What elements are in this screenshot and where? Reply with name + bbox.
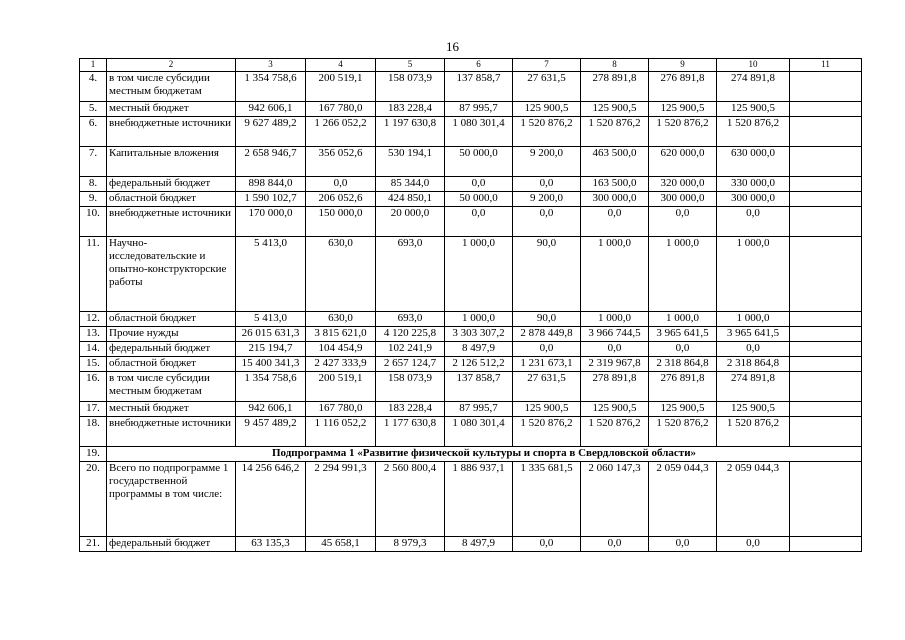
value-cell: 1 266 052,2 xyxy=(306,117,376,147)
value-cell: 8 497,9 xyxy=(445,342,513,357)
column-number-cell: 2 xyxy=(107,59,236,72)
value-cell: 63 135,3 xyxy=(236,537,306,552)
value-cell: 87 995,7 xyxy=(445,102,513,117)
column-number-cell: 11 xyxy=(790,59,862,72)
row-number: 5. xyxy=(80,102,107,117)
value-cell: 276 891,8 xyxy=(649,72,717,102)
value-cell: 274 891,8 xyxy=(717,372,790,402)
row-number: 11. xyxy=(80,237,107,312)
page-number: 16 xyxy=(446,39,459,54)
value-cell: 27 631,5 xyxy=(513,372,581,402)
value-cell: 26 015 631,3 xyxy=(236,327,306,342)
empty-cell xyxy=(790,462,862,537)
value-cell: 942 606,1 xyxy=(236,102,306,117)
value-cell: 90,0 xyxy=(513,237,581,312)
table-row xyxy=(80,207,862,237)
row-number: 16. xyxy=(80,372,107,402)
row-label: федеральный бюджет xyxy=(107,537,236,552)
table-body xyxy=(80,59,862,552)
value-cell: 9 627 489,2 xyxy=(236,117,306,147)
empty-cell xyxy=(790,402,862,417)
value-cell: 0,0 xyxy=(649,342,717,357)
value-cell: 125 900,5 xyxy=(717,102,790,117)
table-row xyxy=(80,357,862,372)
value-cell: 3 965 641,5 xyxy=(717,327,790,342)
value-cell: 0,0 xyxy=(513,537,581,552)
value-cell: 276 891,8 xyxy=(649,372,717,402)
value-cell: 620 000,0 xyxy=(649,147,717,177)
value-cell: 9 200,0 xyxy=(513,147,581,177)
table-row xyxy=(80,402,862,417)
table-row xyxy=(80,312,862,327)
value-cell: 3 815 621,0 xyxy=(306,327,376,342)
value-cell: 45 658,1 xyxy=(306,537,376,552)
table-row xyxy=(80,342,862,357)
value-cell: 215 194,7 xyxy=(236,342,306,357)
row-label: областной бюджет xyxy=(107,312,236,327)
row-label: Всего по подпрограмме 1 государственной программы в том числе: xyxy=(107,462,236,537)
column-number-cell: 3 xyxy=(236,59,306,72)
value-cell: 5 413,0 xyxy=(236,312,306,327)
row-number: 13. xyxy=(80,327,107,342)
value-cell: 1 354 758,6 xyxy=(236,372,306,402)
empty-cell xyxy=(790,237,862,312)
value-cell: 0,0 xyxy=(717,537,790,552)
value-cell: 2 658 946,7 xyxy=(236,147,306,177)
value-cell: 125 900,5 xyxy=(513,402,581,417)
value-cell: 2 294 991,3 xyxy=(306,462,376,537)
value-cell: 693,0 xyxy=(376,312,445,327)
value-cell: 0,0 xyxy=(717,342,790,357)
row-number: 8. xyxy=(80,177,107,192)
value-cell: 1 886 937,1 xyxy=(445,462,513,537)
value-cell: 5 413,0 xyxy=(236,237,306,312)
table-row xyxy=(80,462,862,537)
value-cell: 1 080 301,4 xyxy=(445,117,513,147)
row-label: Научно-исследовательские и опытно-конструкторские работы xyxy=(107,237,236,312)
value-cell: 137 858,7 xyxy=(445,72,513,102)
value-cell: 137 858,7 xyxy=(445,372,513,402)
value-cell: 8 497,9 xyxy=(445,537,513,552)
value-cell: 158 073,9 xyxy=(376,72,445,102)
row-label: областной бюджет xyxy=(107,192,236,207)
row-number: 7. xyxy=(80,147,107,177)
budget-table xyxy=(79,58,862,552)
table-row xyxy=(80,327,862,342)
value-cell: 1 520 876,2 xyxy=(717,417,790,447)
value-cell: 1 231 673,1 xyxy=(513,357,581,372)
value-cell: 183 228,4 xyxy=(376,102,445,117)
value-cell: 2 318 864,8 xyxy=(717,357,790,372)
value-cell: 356 052,6 xyxy=(306,147,376,177)
row-label: областной бюджет xyxy=(107,357,236,372)
column-number-cell: 9 xyxy=(649,59,717,72)
value-cell: 50 000,0 xyxy=(445,192,513,207)
value-cell: 104 454,9 xyxy=(306,342,376,357)
value-cell: 1 520 876,2 xyxy=(581,117,649,147)
column-number-cell: 4 xyxy=(306,59,376,72)
value-cell: 2 427 333,9 xyxy=(306,357,376,372)
value-cell: 20 000,0 xyxy=(376,207,445,237)
table-row xyxy=(80,147,862,177)
value-cell: 278 891,8 xyxy=(581,372,649,402)
section-row xyxy=(80,447,862,462)
value-cell: 1 080 301,4 xyxy=(445,417,513,447)
value-cell: 1 520 876,2 xyxy=(513,417,581,447)
value-cell: 424 850,1 xyxy=(376,192,445,207)
table-row xyxy=(80,372,862,402)
value-cell: 200 519,1 xyxy=(306,372,376,402)
value-cell: 1 000,0 xyxy=(581,237,649,312)
value-cell: 9 457 489,2 xyxy=(236,417,306,447)
value-cell: 1 000,0 xyxy=(649,237,717,312)
value-cell: 898 844,0 xyxy=(236,177,306,192)
row-label: в том числе субсидии местным бюджетам xyxy=(107,372,236,402)
value-cell: 0,0 xyxy=(581,207,649,237)
value-cell: 2 059 044,3 xyxy=(649,462,717,537)
value-cell: 0,0 xyxy=(581,537,649,552)
value-cell: 1 520 876,2 xyxy=(649,117,717,147)
empty-cell xyxy=(790,417,862,447)
value-cell: 0,0 xyxy=(513,177,581,192)
value-cell: 2 318 864,8 xyxy=(649,357,717,372)
row-number: 4. xyxy=(80,72,107,102)
value-cell: 125 900,5 xyxy=(513,102,581,117)
column-number-cell: 8 xyxy=(581,59,649,72)
table-row xyxy=(80,102,862,117)
column-number-cell: 10 xyxy=(717,59,790,72)
row-number: 10. xyxy=(80,207,107,237)
empty-cell xyxy=(790,177,862,192)
value-cell: 87 995,7 xyxy=(445,402,513,417)
value-cell: 1 197 630,8 xyxy=(376,117,445,147)
value-cell: 2 319 967,8 xyxy=(581,357,649,372)
value-cell: 0,0 xyxy=(306,177,376,192)
row-number: 19. xyxy=(80,447,107,462)
value-cell: 8 979,3 xyxy=(376,537,445,552)
table-row xyxy=(80,192,862,207)
value-cell: 1 520 876,2 xyxy=(717,117,790,147)
empty-cell xyxy=(790,72,862,102)
value-cell: 125 900,5 xyxy=(717,402,790,417)
value-cell: 274 891,8 xyxy=(717,72,790,102)
row-number: 17. xyxy=(80,402,107,417)
row-label: федеральный бюджет xyxy=(107,342,236,357)
row-number: 9. xyxy=(80,192,107,207)
empty-cell xyxy=(790,537,862,552)
row-label: местный бюджет xyxy=(107,102,236,117)
row-number: 12. xyxy=(80,312,107,327)
value-cell: 167 780,0 xyxy=(306,402,376,417)
empty-cell xyxy=(790,357,862,372)
value-cell: 630 000,0 xyxy=(717,147,790,177)
value-cell: 90,0 xyxy=(513,312,581,327)
empty-cell xyxy=(790,117,862,147)
row-label: Капитальные вложения xyxy=(107,147,236,177)
value-cell: 278 891,8 xyxy=(581,72,649,102)
empty-cell xyxy=(790,372,862,402)
value-cell: 2 060 147,3 xyxy=(581,462,649,537)
empty-cell xyxy=(790,192,862,207)
value-cell: 1 590 102,7 xyxy=(236,192,306,207)
value-cell: 1 520 876,2 xyxy=(649,417,717,447)
value-cell: 330 000,0 xyxy=(717,177,790,192)
value-cell: 0,0 xyxy=(513,207,581,237)
value-cell: 1 520 876,2 xyxy=(581,417,649,447)
value-cell: 2 878 449,8 xyxy=(513,327,581,342)
value-cell: 150 000,0 xyxy=(306,207,376,237)
value-cell: 170 000,0 xyxy=(236,207,306,237)
value-cell: 0,0 xyxy=(513,342,581,357)
table-row xyxy=(80,117,862,147)
row-number: 14. xyxy=(80,342,107,357)
row-number: 21. xyxy=(80,537,107,552)
empty-cell xyxy=(790,147,862,177)
row-label: внебюджетные источники xyxy=(107,207,236,237)
row-number: 20. xyxy=(80,462,107,537)
value-cell: 1 000,0 xyxy=(581,312,649,327)
value-cell: 1 000,0 xyxy=(445,237,513,312)
value-cell: 1 335 681,5 xyxy=(513,462,581,537)
column-number-cell: 1 xyxy=(80,59,107,72)
value-cell: 693,0 xyxy=(376,237,445,312)
value-cell: 3 965 641,5 xyxy=(649,327,717,342)
column-number-cell: 6 xyxy=(445,59,513,72)
value-cell: 3 966 744,5 xyxy=(581,327,649,342)
value-cell: 0,0 xyxy=(649,537,717,552)
value-cell: 1 177 630,8 xyxy=(376,417,445,447)
empty-cell xyxy=(790,102,862,117)
row-label: федеральный бюджет xyxy=(107,177,236,192)
value-cell: 0,0 xyxy=(649,207,717,237)
value-cell: 2 657 124,7 xyxy=(376,357,445,372)
row-label: местный бюджет xyxy=(107,402,236,417)
value-cell: 1 000,0 xyxy=(717,312,790,327)
value-cell: 167 780,0 xyxy=(306,102,376,117)
value-cell: 300 000,0 xyxy=(649,192,717,207)
section-title: Подпрограмма 1 «Развитие физической культуры и спорта в Свердловской области» xyxy=(107,447,862,462)
value-cell: 2 059 044,3 xyxy=(717,462,790,537)
row-label: внебюджетные источники xyxy=(107,417,236,447)
value-cell: 942 606,1 xyxy=(236,402,306,417)
empty-cell xyxy=(790,312,862,327)
value-cell: 1 116 052,2 xyxy=(306,417,376,447)
value-cell: 630,0 xyxy=(306,237,376,312)
value-cell: 4 120 225,8 xyxy=(376,327,445,342)
value-cell: 125 900,5 xyxy=(649,402,717,417)
value-cell: 125 900,5 xyxy=(581,402,649,417)
table-row xyxy=(80,417,862,447)
row-label: Прочие нужды xyxy=(107,327,236,342)
value-cell: 2 126 512,2 xyxy=(445,357,513,372)
table-row xyxy=(80,177,862,192)
value-cell: 14 256 646,2 xyxy=(236,462,306,537)
value-cell: 15 400 341,3 xyxy=(236,357,306,372)
table-row xyxy=(80,237,862,312)
column-number-cell: 7 xyxy=(513,59,581,72)
value-cell: 300 000,0 xyxy=(581,192,649,207)
value-cell: 9 200,0 xyxy=(513,192,581,207)
value-cell: 1 520 876,2 xyxy=(513,117,581,147)
value-cell: 0,0 xyxy=(445,177,513,192)
column-number-row xyxy=(80,59,862,72)
empty-cell xyxy=(790,342,862,357)
value-cell: 158 073,9 xyxy=(376,372,445,402)
table-row xyxy=(80,72,862,102)
empty-cell xyxy=(790,207,862,237)
value-cell: 1 000,0 xyxy=(717,237,790,312)
value-cell: 50 000,0 xyxy=(445,147,513,177)
value-cell: 1 000,0 xyxy=(445,312,513,327)
row-number: 15. xyxy=(80,357,107,372)
row-number: 18. xyxy=(80,417,107,447)
value-cell: 85 344,0 xyxy=(376,177,445,192)
value-cell: 300 000,0 xyxy=(717,192,790,207)
row-number: 6. xyxy=(80,117,107,147)
value-cell: 2 560 800,4 xyxy=(376,462,445,537)
column-number-cell: 5 xyxy=(376,59,445,72)
value-cell: 163 500,0 xyxy=(581,177,649,192)
value-cell: 102 241,9 xyxy=(376,342,445,357)
table-row xyxy=(80,537,862,552)
value-cell: 0,0 xyxy=(581,342,649,357)
value-cell: 1 354 758,6 xyxy=(236,72,306,102)
value-cell: 320 000,0 xyxy=(649,177,717,192)
value-cell: 630,0 xyxy=(306,312,376,327)
row-label: внебюджетные источники xyxy=(107,117,236,147)
value-cell: 125 900,5 xyxy=(649,102,717,117)
value-cell: 3 303 307,2 xyxy=(445,327,513,342)
row-label: в том числе субсидии местным бюджетам xyxy=(107,72,236,102)
empty-cell xyxy=(790,327,862,342)
value-cell: 530 194,1 xyxy=(376,147,445,177)
value-cell: 1 000,0 xyxy=(649,312,717,327)
value-cell: 0,0 xyxy=(717,207,790,237)
value-cell: 463 500,0 xyxy=(581,147,649,177)
value-cell: 125 900,5 xyxy=(581,102,649,117)
value-cell: 206 052,6 xyxy=(306,192,376,207)
value-cell: 27 631,5 xyxy=(513,72,581,102)
value-cell: 0,0 xyxy=(445,207,513,237)
value-cell: 183 228,4 xyxy=(376,402,445,417)
value-cell: 200 519,1 xyxy=(306,72,376,102)
